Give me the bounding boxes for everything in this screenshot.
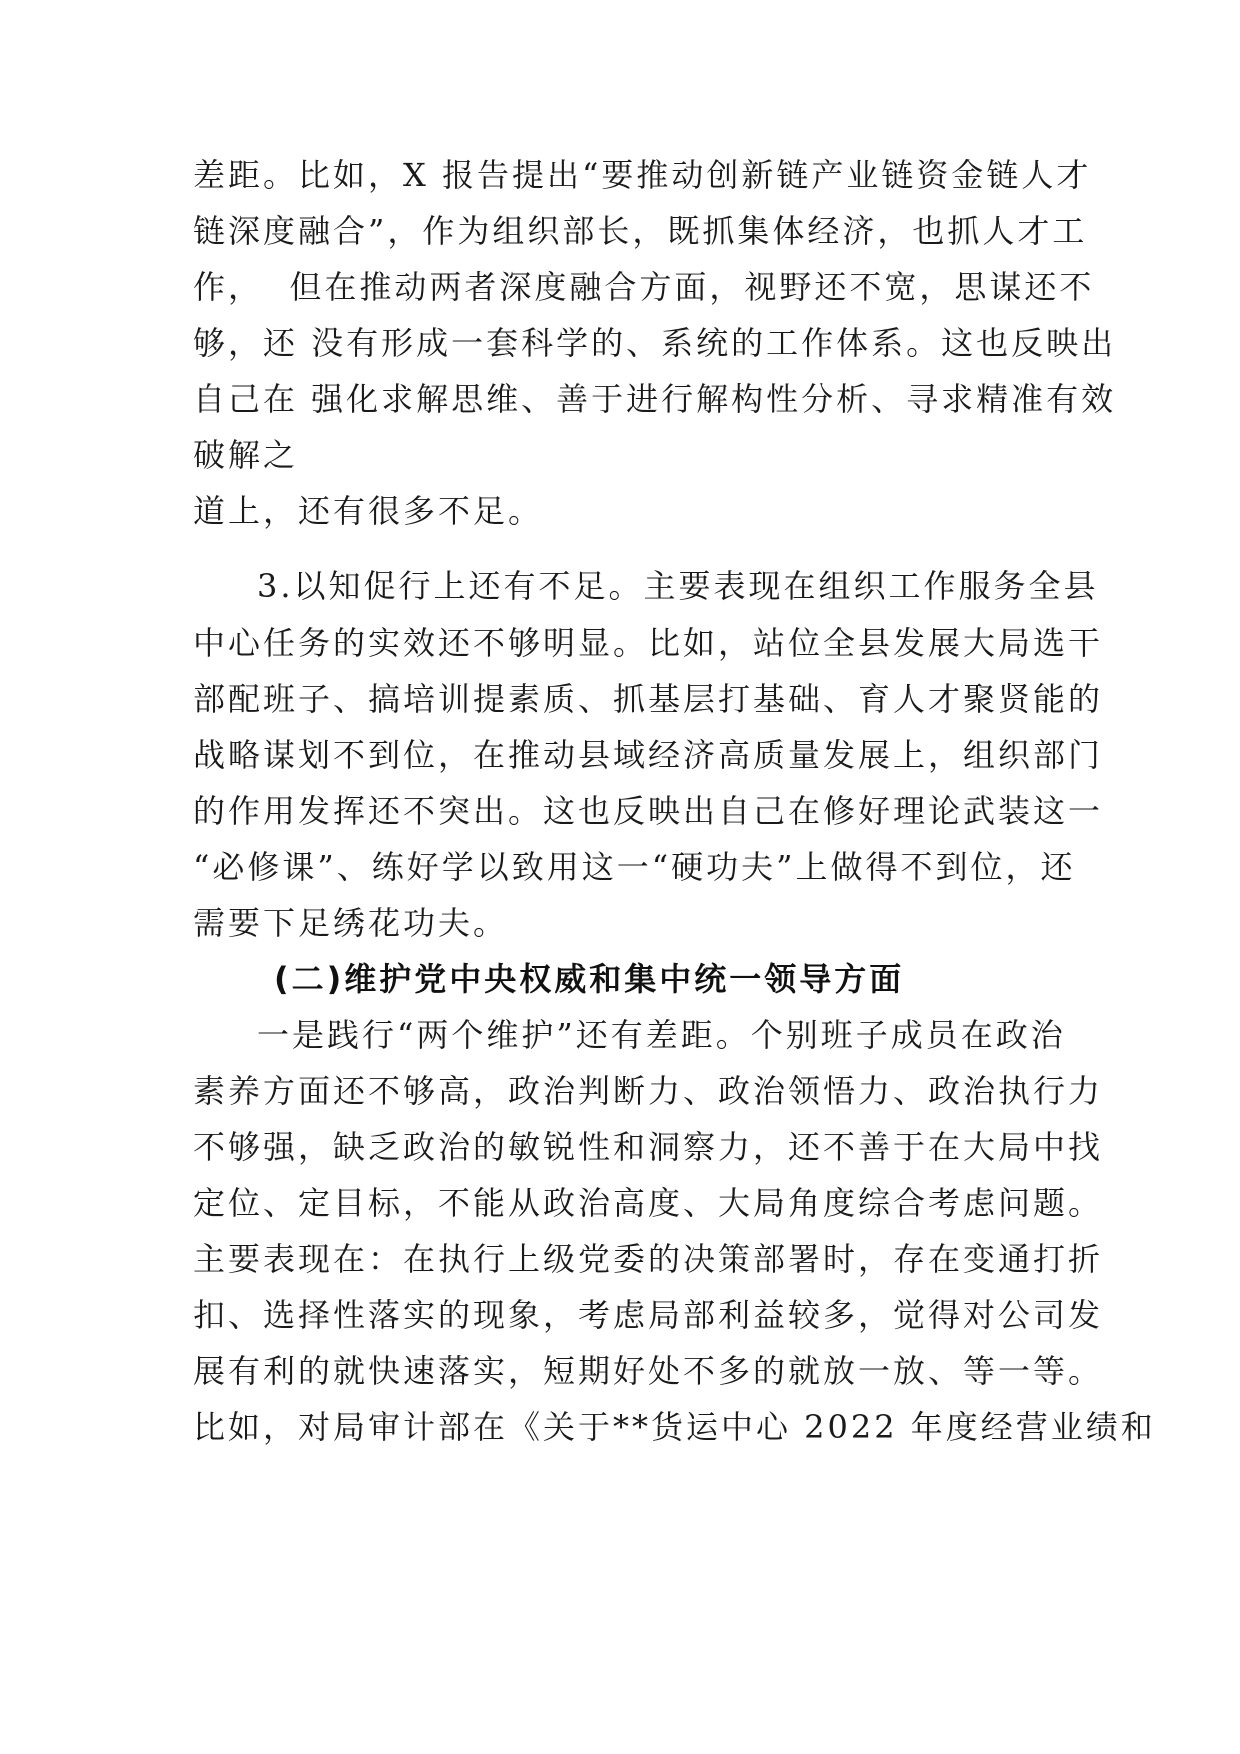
paragraph-line: 扣、选择性落实的现象，考虑局部利益较多，觉得对公司发 (193, 1296, 1104, 1334)
paragraph-line: 差距。比如，X 报告提出“要推动创新链产业链资金链人才 (193, 156, 1092, 194)
paragraph-line: 道上，还有很多不足。 (193, 492, 544, 530)
paragraph-line: 够，还 没有形成一套科学的、系统的工作体系。这也反映出 (193, 324, 1117, 362)
paragraph-line: 需要下足绣花功夫。 (193, 904, 509, 942)
paragraph-line: 素养方面还不够高，政治判断力、政治领悟力、政治执行力 (193, 1072, 1104, 1110)
paragraph-line: 主要表现在：在执行上级党委的决策部署时，存在变通打折 (193, 1240, 1104, 1278)
paragraph-line: 战略谋划不到位，在推动县域经济高质量发展上，组织部门 (193, 736, 1104, 774)
paragraph-line: 自己在 强化求解思维、善于进行解构性分析、寻求精准有效 (193, 380, 1117, 418)
paragraph-line: “必修课”、练好学以致用这一“硬功夫”上做得不到位，还 (193, 848, 1076, 886)
paragraph-line: 展有利的就快速落实，短期好处不多的就放一放、等一等。 (193, 1352, 1104, 1390)
paragraph-line: 链深度融合”，作为组织部长，既抓集体经济，也抓人才工 (193, 212, 1088, 250)
paragraph-line: 的作用发挥还不突出。这也反映出自己在修好理论武装这一 (193, 792, 1104, 830)
paragraph-line: 比如，对局审计部在《关于**货运中心 2022 年度经营业绩和 (193, 1408, 1156, 1446)
paragraph-line: 一是践行“两个维护”还有差距。个别班子成员在政治 (257, 1016, 1066, 1054)
paragraph-line: 定位、定目标，不能从政治高度、大局角度综合考虑问题。 (193, 1184, 1104, 1222)
paragraph-line: 不够强，缺乏政治的敏锐性和洞察力，还不善于在大局中找 (193, 1128, 1104, 1166)
paragraph-line: 部配班子、搞培训提素质、抓基层打基础、育人才聚贤能的 (193, 680, 1104, 718)
paragraph-line: 破解之 (193, 436, 299, 474)
section-heading: (二)维护党中央权威和集中统一领导方面 (274, 960, 905, 998)
paragraph-line: 中心任务的实效还不够明显。比如，站位全县发展大局选干 (193, 624, 1104, 662)
paragraph-line: 作， 但在推动两者深度融合方面，视野还不宽，思谋还不 (193, 268, 1095, 306)
paragraph-line: 3.以知促行上还有不足。主要表现在组织工作服务全县 (257, 567, 1099, 605)
